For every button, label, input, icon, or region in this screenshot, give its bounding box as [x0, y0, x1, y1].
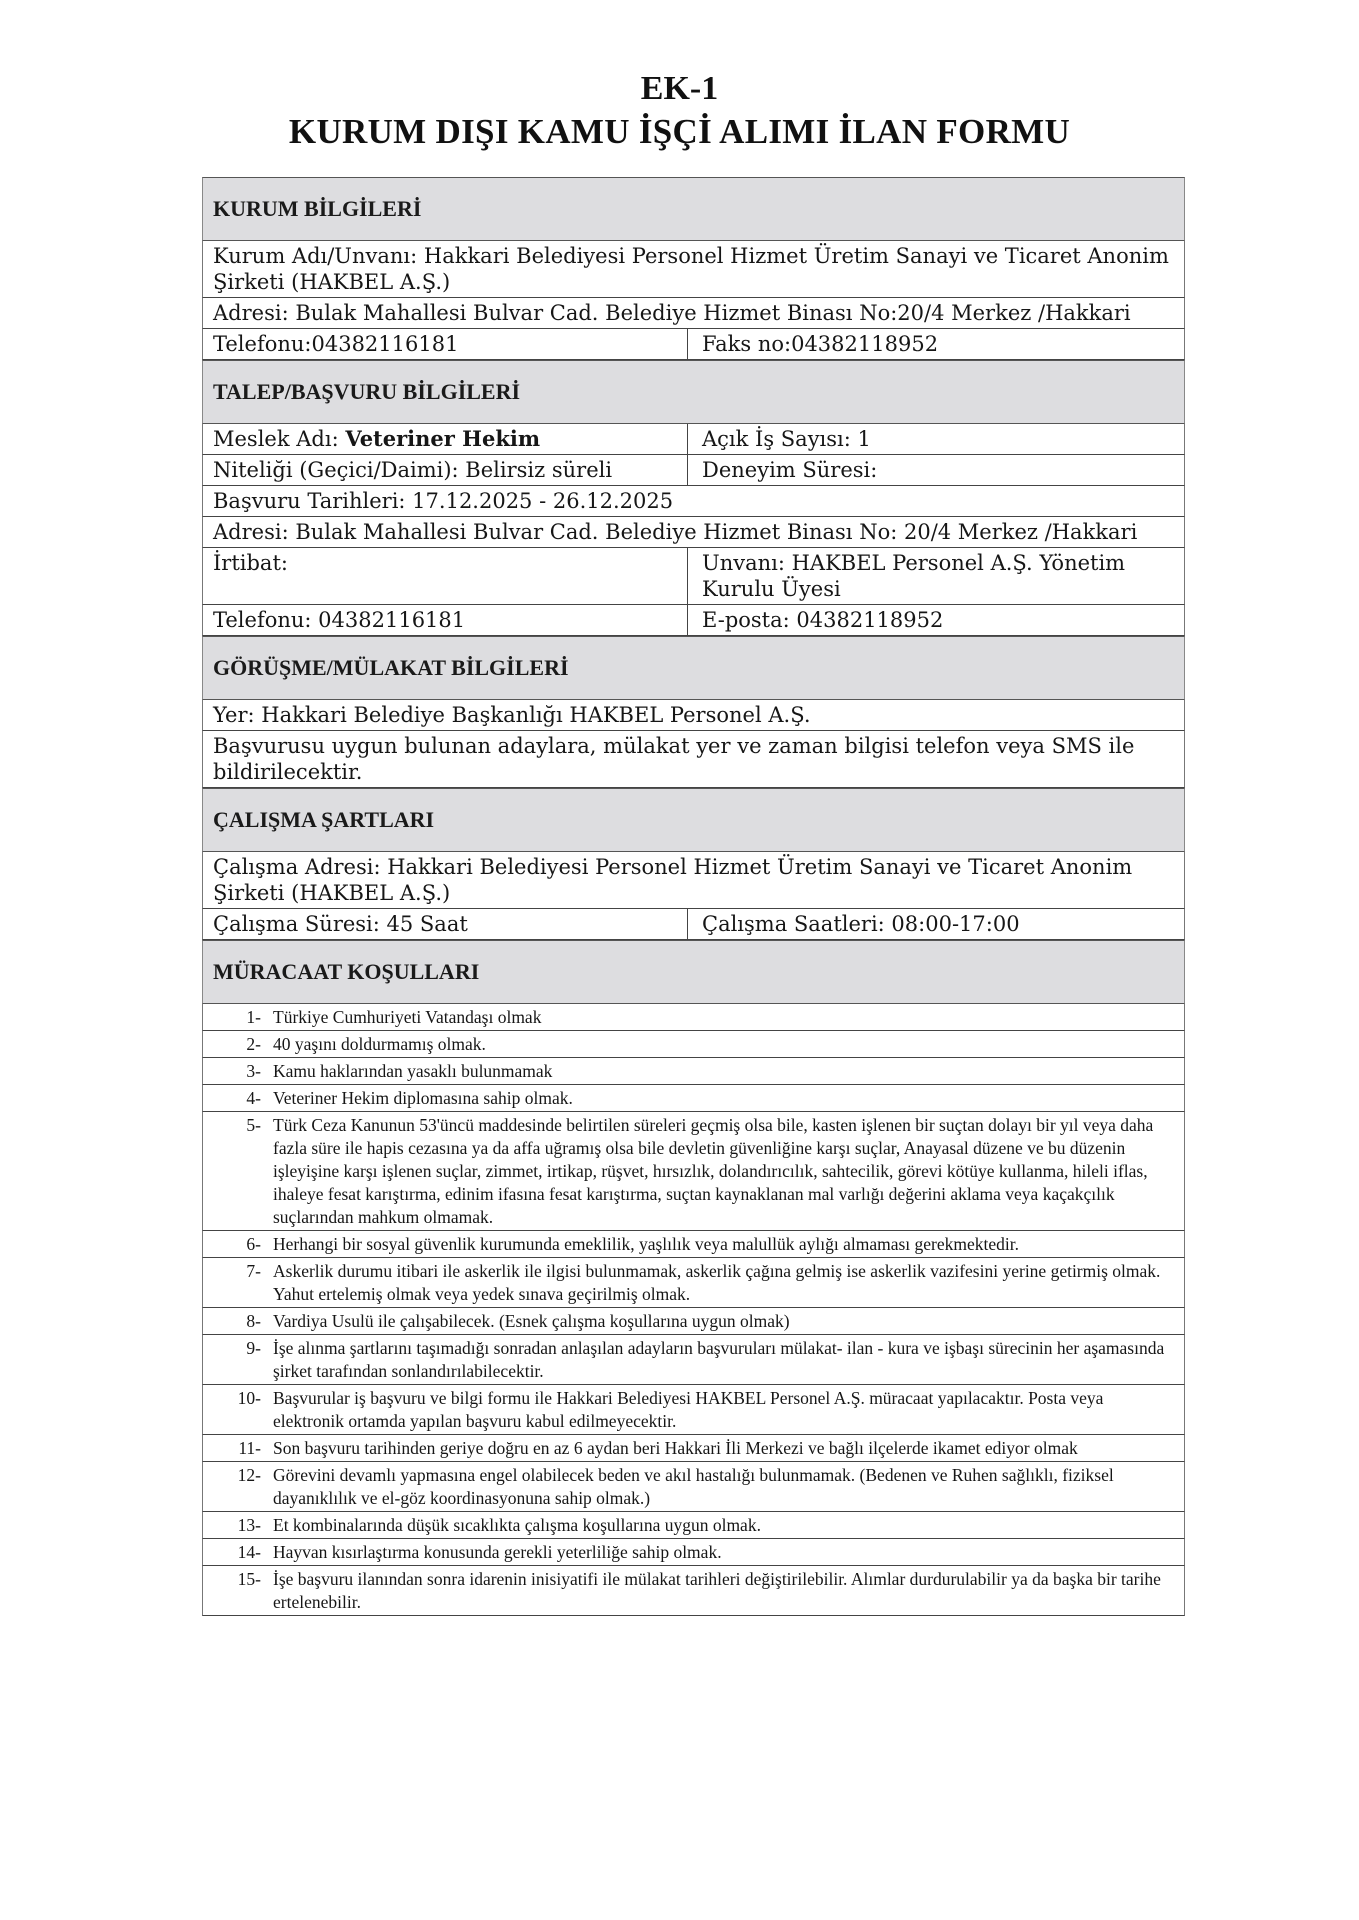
gorusme-bilgi: Başvurusu uygun bulunan adaylara, mülakat yer ve zaman bilgisi telefon veya SMS ile bildirilecektir. — [213, 734, 1135, 784]
section-gorusme-heading: GÖRÜŞME/MÜLAKAT BİLGİLERİ — [202, 636, 1185, 700]
calisma-adres-row — [202, 852, 1185, 909]
condition-number: 5- — [246, 1115, 261, 1135]
irtibat-row — [202, 548, 1185, 605]
form-code: EK-1 — [640, 70, 719, 107]
kurum-fax: Faks no:04382118952 — [702, 332, 939, 356]
irtibat-unvan: Unvanı: HAKBEL Personel A.Ş. Yönetim Kurulu Üyesi — [702, 551, 1126, 601]
condition-text: Askerlik durumu itibari ile askerlik ile ilgisi bulunmamak, askerlik çağına gelmiş ise askerlik vazifesini yerine getirmiş olmak. Yahut ertelemiş olmak veya yedek sınava geçirilmiş olmak. — [273, 1261, 1161, 1304]
condition-item — [202, 1058, 1185, 1085]
condition-number: 3- — [246, 1061, 261, 1081]
section-talep-heading: TALEP/BAŞVURU BİLGİLERİ — [202, 360, 1185, 424]
talep-adres-row — [202, 517, 1185, 548]
condition-item — [202, 1566, 1185, 1616]
talep-eposta: E-posta: 04382118952 — [702, 608, 944, 632]
condition-number: 9- — [246, 1338, 261, 1358]
talep-telefon: Telefonu: 04382116181 — [203, 605, 688, 635]
meslek-value: Veteriner Hekim — [345, 426, 541, 451]
condition-text: Başvurular iş başvuru ve bilgi formu ile Hakkari Belediyesi HAKBEL Personel A.Ş. müracaat yapılacaktır. Posta veya elektronik ortamda yapılan başvuru kabul edilmeyecektir. — [273, 1388, 1104, 1431]
condition-item — [202, 1335, 1185, 1385]
condition-number: 10- — [237, 1388, 261, 1408]
condition-text: Herhangi bir sosyal güvenlik kurumunda emeklilik, yaşlılık veya malullük aylığı almaması gerekmektedir. — [273, 1234, 1020, 1254]
talep-adres: Adresi: Bulak Mahallesi Bulvar Cad. Belediye Hizmet Binası No: 20/4 Merkez /Hakkari — [213, 520, 1138, 544]
basvuru-tarihleri-row — [202, 486, 1185, 517]
section-muracaat-heading: MÜRACAAT KOŞULLARI — [202, 940, 1185, 1004]
kurum-phone: Telefonu:04382116181 — [203, 329, 688, 359]
condition-text: Et kombinalarında düşük sıcaklıkta çalışma koşullarına uygun olmak. — [273, 1515, 761, 1535]
condition-item — [202, 1031, 1185, 1058]
condition-text: Hayvan kısırlaştırma konusunda gerekli yeterliliğe sahip olmak. — [273, 1542, 722, 1562]
condition-text: Türkiye Cumhuriyeti Vatandaşı olmak — [273, 1007, 542, 1027]
condition-item — [202, 1308, 1185, 1335]
condition-number: 2- — [246, 1034, 261, 1054]
condition-number: 4- — [246, 1088, 261, 1108]
nitelik: Niteliği (Geçici/Daimi): Belirsiz süreli — [203, 455, 688, 485]
condition-item — [202, 1085, 1185, 1112]
condition-text: Son başvuru tarihinden geriye doğru en az 6 aydan beri Hakkari İli Merkezi ve bağlı ilçelerde ikamet ediyor olmak — [273, 1438, 1078, 1458]
condition-number: 11- — [238, 1438, 261, 1458]
condition-number: 6- — [246, 1234, 261, 1254]
condition-text: Görevini devamlı yapmasına engel olabilecek beden ve akıl hastalığı bulunmamak. (Bedenen ve Ruhen sağlıklı, fiziksel dayanıklılık ve el-göz koordinasyonuna sahip olmak.) — [273, 1465, 1114, 1508]
meslek-label: Meslek Adı: — [213, 427, 346, 451]
kurum-name: Kurum Adı/Unvanı: Hakkari Belediyesi Personel Hizmet Üretim Sanayi ve Ticaret Anonim Şirketi (HAKBEL A.Ş.) — [213, 244, 1169, 294]
conditions-list — [202, 1004, 1185, 1616]
kurum-contact-row — [202, 329, 1185, 360]
condition-item — [202, 1539, 1185, 1566]
condition-text: İşe başvuru ilanından sonra idarenin inisiyatifi ile mülakat tarihleri değiştirilebilir. Alımlar durdurulabilir ya da başka bir tarihe ertelenebilir. — [273, 1569, 1161, 1612]
meslek-cell — [203, 424, 688, 454]
condition-number: 14- — [237, 1542, 261, 1562]
condition-number: 15- — [237, 1569, 261, 1589]
announcement-form — [202, 177, 1185, 1616]
condition-text: Vardiya Usulü ile çalışabilecek. (Esnek çalışma koşullarına uygun olmak) — [273, 1311, 790, 1331]
condition-number: 7- — [246, 1261, 261, 1281]
kurum-address: Adresi: Bulak Mahallesi Bulvar Cad. Belediye Hizmet Binası No:20/4 Merkez /Hakkari — [213, 301, 1131, 325]
condition-number: 12- — [237, 1465, 261, 1485]
condition-item — [202, 1435, 1185, 1462]
section-calisma-heading: ÇALIŞMA ŞARTLARI — [202, 788, 1185, 852]
condition-item — [202, 1258, 1185, 1308]
nitelik-row — [202, 455, 1185, 486]
condition-text: Türk Ceza Kanunun 53'üncü maddesinde belirtilen süreleri geçmiş olsa bile, kasten işlenen bir suçtan dolayı bir yıl veya daha fazla süre ile hapis cezasına ya da affa uğramış olsa bile devletin güvenliğine karşı suçlar, Anayasal düzene ve bu düzenin işleyişine karşı işlenen suçlar, zimmet, irtikap, rüşvet, hırsızlık, dolandırıcılık, sahtecilik, görevi kötüye kullanma, hileli iflas, ihaleye fesat karıştırma, edinim ifasına fesat karıştırma, suçtan kaynaklanan mal varlığı değerini aklama veya kaçakçılık suçlarından mahkum olmamak. — [273, 1115, 1154, 1227]
meslek-row — [202, 424, 1185, 455]
gorusme-yer-row — [202, 700, 1185, 731]
condition-item — [202, 1512, 1185, 1539]
condition-text: 40 yaşını doldurmamış olmak. — [273, 1034, 486, 1054]
basvuru-tarihleri: Başvuru Tarihleri: 17.12.2025 - 26.12.2025 — [213, 489, 674, 513]
condition-item — [202, 1462, 1185, 1512]
condition-text: İşe alınma şartlarını taşımadığı sonradan anlaşılan adayların başvuruları mülakat- ilan - kura ve işbaşı sürecinin her aşamasında şirket tarafından sonlandırılabilecektir. — [273, 1338, 1165, 1381]
gorusme-yer: Yer: Hakkari Belediye Başkanlığı HAKBEL Personel A.Ş. — [213, 703, 811, 727]
condition-text: Kamu haklarından yasaklı bulunmamak — [273, 1061, 553, 1081]
section-kurum-heading: KURUM BİLGİLERİ — [202, 177, 1185, 241]
kurum-name-row — [202, 241, 1185, 298]
calisma-suresi: Çalışma Süresi: 45 Saat — [203, 909, 688, 939]
condition-item — [202, 1385, 1185, 1435]
irtibat: İrtibat: — [203, 548, 688, 604]
condition-item — [202, 1004, 1185, 1031]
condition-item — [202, 1112, 1185, 1231]
condition-number: 8- — [246, 1311, 261, 1331]
condition-item — [202, 1231, 1185, 1258]
acik-is-sayisi: Açık İş Sayısı: 1 — [702, 427, 871, 451]
calisma-saatleri: Çalışma Saatleri: 08:00-17:00 — [702, 912, 1020, 936]
page-title: KURUM DIŞI KAMU İŞÇİ ALIMI İLAN FORMU — [288, 112, 1071, 151]
deneyim-suresi: Deneyim Süresi: — [702, 458, 878, 482]
calisma-adres: Çalışma Adresi: Hakkari Belediyesi Personel Hizmet Üretim Sanayi ve Ticaret Anonim Şirketi (HAKBEL A.Ş.) — [213, 855, 1133, 905]
condition-number: 1- — [246, 1007, 261, 1027]
condition-text: Veteriner Hekim diplomasına sahip olmak. — [273, 1088, 573, 1108]
gorusme-bilgi-row — [202, 731, 1185, 788]
kurum-address-row — [202, 298, 1185, 329]
condition-number: 13- — [237, 1515, 261, 1535]
calisma-sure-row — [202, 909, 1185, 940]
talep-contact-row — [202, 605, 1185, 636]
